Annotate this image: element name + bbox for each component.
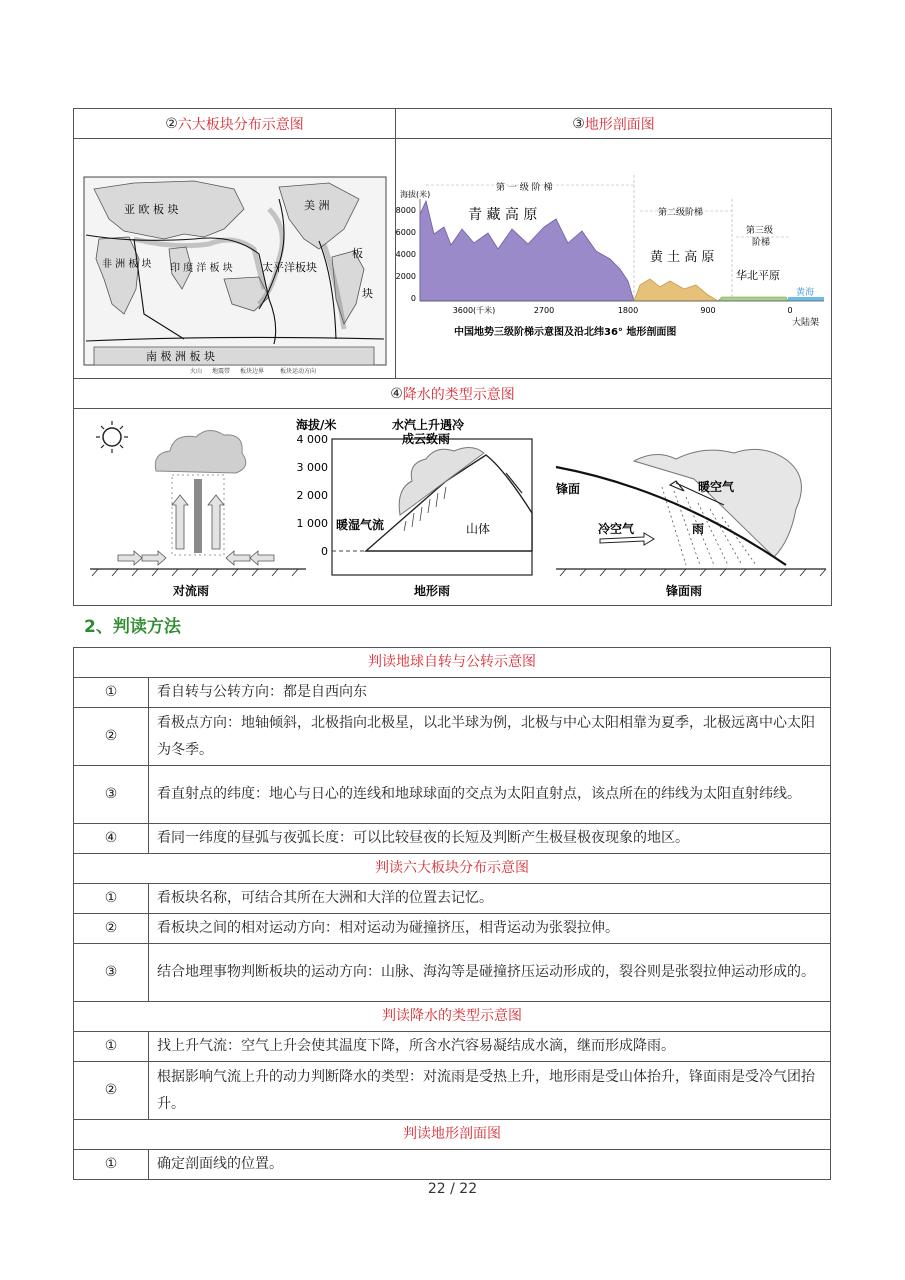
step1-label: 第 一 级 阶 梯	[496, 183, 553, 193]
terrain-y-ticks	[396, 206, 416, 303]
table-row: ① 看自转与公转方向：都是自西向东	[74, 678, 831, 708]
sea-label: 黄海	[796, 288, 815, 298]
label-board: 板	[352, 247, 363, 260]
plain-area	[718, 297, 788, 301]
table-header-row: 判读地形剖面图	[74, 1120, 831, 1150]
oro-cloud-label-a: 水汽上升遇冷	[392, 418, 465, 432]
terrain-profile	[396, 139, 832, 379]
frontal-rain	[556, 449, 826, 598]
svg-text:2 000: 2 000	[296, 489, 328, 502]
oro-air-label: 暖湿气流	[336, 518, 385, 532]
precip-images-row	[74, 409, 831, 605]
front-warm-label: 暖空气	[698, 480, 735, 494]
figure-table	[73, 108, 832, 606]
table-row: ① 确定剖面线的位置。	[74, 1150, 831, 1180]
frontal-label: 锋面雨	[666, 584, 703, 598]
oro-y-label: 海拔/米	[296, 418, 337, 432]
oro-cloud-label-b: 成云致雨	[402, 432, 451, 446]
table-row: ③ 看直射点的纬度：地心与日心的连线和地球球面的交点为太阳直射点，该点所在的纬线为太阳直射纬线。	[74, 766, 831, 824]
label-eurasian: 亚 欧 板 块	[124, 203, 179, 216]
shelf-label: 大陆架	[792, 318, 820, 328]
svg-text:1 000: 1 000	[296, 517, 328, 530]
svg-text:2700: 2700	[533, 306, 555, 315]
plateau2-label: 黄 土 高 原	[650, 250, 715, 265]
step2-label: 第二级阶梯	[658, 208, 704, 218]
plateau1-label: 青 藏 高 原	[468, 207, 538, 223]
figure-images-row	[74, 139, 831, 379]
convective-updraft	[194, 479, 202, 553]
plate-map-cell	[74, 139, 396, 378]
svg-text:6000: 6000	[396, 228, 416, 237]
page-number: 22 / 22	[427, 1181, 478, 1197]
table-header-row: 判读地球自转与公转示意图	[74, 648, 831, 678]
table-header-row: 判读降水的类型示意图	[74, 1002, 831, 1032]
precipitation-diagram	[74, 409, 831, 605]
table-row: ③ 结合地理事物判断板块的运动方向：山脉、海沟等是碰撞挤压运动形成的，裂谷则是张裂拉伸运动形成的。	[74, 944, 831, 1002]
terrain-y-label: 海拔(米)	[400, 190, 431, 199]
label-block: 块	[362, 287, 373, 300]
svg-text:0: 0	[410, 294, 416, 303]
convective-rain	[90, 421, 306, 598]
front-rain-label: 雨	[692, 522, 705, 536]
sun-rays	[96, 421, 128, 453]
front-cold-label: 冷空气	[598, 522, 635, 536]
front-ground-hatch	[560, 569, 826, 576]
svg-text:900: 900	[700, 306, 716, 315]
table-row: ① 看板块名称，可结合其所在大洲和大洋的位置去记忆。	[74, 884, 831, 914]
front-cloud	[634, 449, 801, 557]
precip-header-row	[74, 379, 831, 409]
plate-map	[74, 139, 395, 379]
map-legend	[190, 367, 316, 375]
table-row: ② 看板块之间的相对运动方向：相对运动为碰撞挤压，相背运动为张裂拉伸。	[74, 914, 831, 944]
reading-table	[73, 647, 831, 1180]
svg-text:4 000: 4 000	[296, 433, 328, 446]
plate-map-title: ② 六大板块分布示意图	[74, 109, 396, 138]
oro-mountain-label: 山体	[466, 522, 491, 536]
plain-label: 华北平原	[736, 269, 780, 282]
table-row: ① 找上升气流：空气上升会使其温度下降，所含水汽容易凝结成水滴，继而形成降雨。	[74, 1032, 831, 1062]
svg-text:8000: 8000	[396, 206, 416, 215]
svg-text:1800: 1800	[617, 306, 639, 315]
orographic-rain	[296, 417, 532, 598]
figure-header-row	[74, 109, 831, 139]
front-face-label: 锋面	[556, 482, 581, 496]
orographic-label: 地形雨	[414, 584, 451, 598]
loess-area	[634, 279, 718, 301]
step3-label-a: 第三级	[746, 226, 774, 236]
svg-text:板块边界: 板块边界	[240, 368, 265, 375]
label-america: 美 洲	[304, 199, 330, 212]
convective-label: 对流雨	[173, 584, 210, 598]
convective-ground-hatch	[92, 569, 298, 576]
table-row: ④ 看同一纬度的昼弧与夜弧长度：可以比较昼夜的长短及判断产生极昼极夜现象的地区。	[74, 824, 831, 854]
oro-y-ticks	[297, 433, 329, 558]
step3-label-b: 阶梯	[752, 238, 771, 248]
svg-text:火山: 火山	[190, 368, 203, 375]
terrain-profile-title: ③ 地形剖面图	[572, 115, 655, 133]
svg-text:3600(千米): 3600(千米)	[452, 306, 496, 315]
table-header-row: 判读六大板块分布示意图	[74, 854, 831, 884]
svg-text:3 000: 3 000	[296, 461, 328, 474]
terrain-x-ticks	[453, 305, 793, 315]
table-row: ② 根据影响气流上升的动力判断降水的类型：对流雨是受热上升，地形雨是受山体抬升，锋面雨是受冷气团抬升。	[74, 1062, 831, 1120]
svg-text:2000: 2000	[396, 272, 416, 281]
label-africa: 非 洲 板 块	[102, 259, 152, 270]
svg-text:0: 0	[787, 306, 793, 315]
terrain-caption: 中国地势三级阶梯示意图及沿北纬36° 地形剖面图	[454, 327, 677, 338]
sun-icon	[103, 428, 121, 446]
terrain-profile-cell	[396, 139, 832, 378]
svg-text:4000: 4000	[396, 250, 416, 259]
label-pacific: 太平洋板块	[262, 261, 317, 274]
table-row: ② 看极点方向：地轴倾斜，北极指向北极星，以北半球为例，北极与中心太阳相靠为夏季，北极远离中心太阳为冬季。	[74, 708, 831, 766]
svg-text:地震带: 地震带	[212, 368, 231, 375]
section-title: 2、判读方法	[84, 617, 181, 637]
svg-text:板块运动方向: 板块运动方向	[280, 368, 317, 375]
label-antarctic: 南 极 洲 板 块	[146, 350, 215, 363]
label-indian: 印 度 洋 板 块	[170, 263, 233, 274]
svg-text:0: 0	[321, 545, 328, 558]
precip-title: ④ 降水的类型示意图	[390, 385, 515, 403]
convective-cloud	[155, 430, 246, 473]
